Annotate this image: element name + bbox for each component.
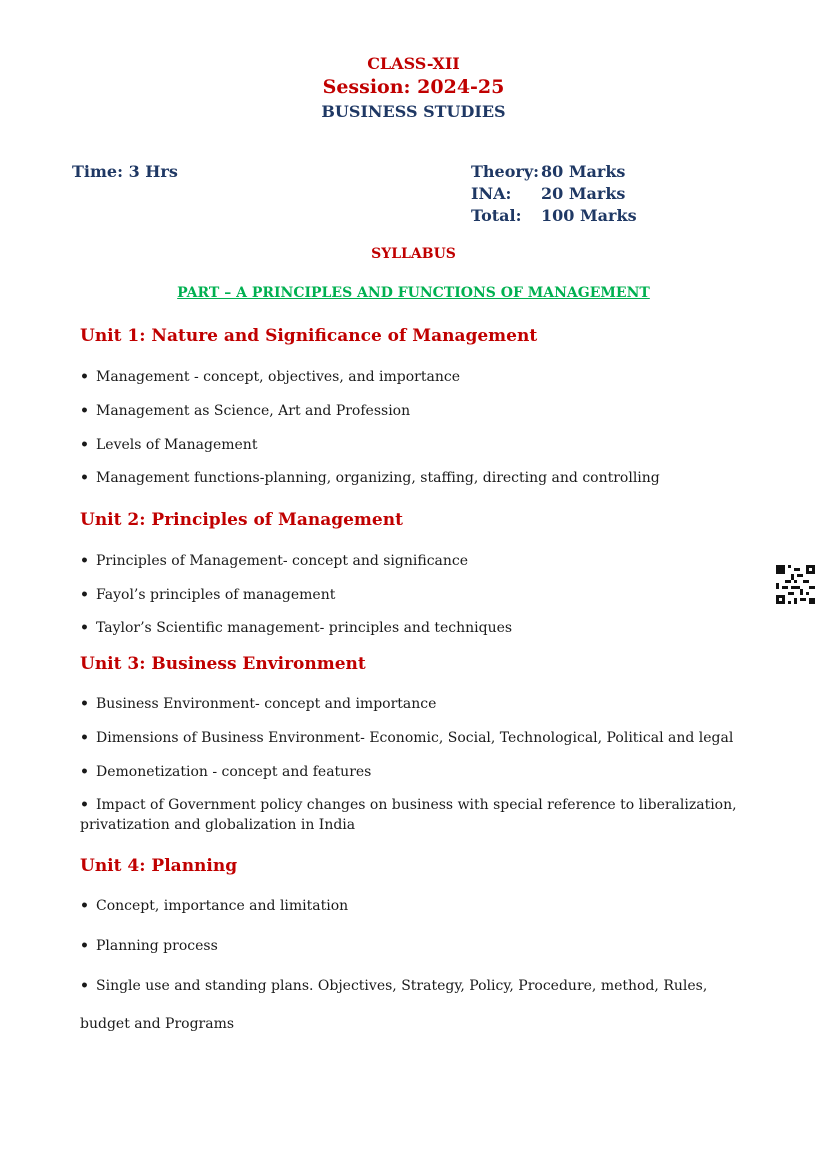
list-item-continuation: privatization and globalization in India <box>80 817 356 833</box>
list-item-text: Principles of Management- concept and significance <box>96 553 469 569</box>
bullet: • <box>80 898 89 914</box>
list-item <box>80 978 707 994</box>
syllabus-heading: SYLLABUS <box>371 246 456 262</box>
list-item-text: Taylor’s Scientific management- principles and techniques <box>96 620 513 636</box>
ina-marks-row <box>471 184 625 203</box>
qr-code-icon <box>776 565 815 604</box>
total-label: Total: <box>471 206 522 225</box>
subject-title: BUSINESS STUDIES <box>321 102 506 121</box>
list-item-text: Management functions-planning, organizing, staffing, directing and controlling <box>96 470 660 486</box>
list-item <box>80 620 512 636</box>
bullet: • <box>80 938 89 954</box>
theory-value: 80 Marks <box>541 162 626 181</box>
unit-3-title: Unit 3: Business Environment <box>80 654 366 674</box>
bullet: • <box>80 978 89 994</box>
bullet: • <box>80 696 89 712</box>
list-item-text: Fayol’s principles of management <box>96 587 336 603</box>
bullet: • <box>80 369 89 385</box>
list-item-text: Levels of Management <box>96 437 258 453</box>
list-item-text: Planning process <box>96 938 218 954</box>
list-item-text: Concept, importance and limitation <box>96 898 349 914</box>
list-item <box>80 587 335 603</box>
bullet: • <box>80 553 89 569</box>
list-item-text: Impact of Government policy changes on business with special reference to liberalization, <box>96 797 737 813</box>
list-item <box>80 730 733 746</box>
ina-label: INA: <box>471 184 512 203</box>
class-title: CLASS-XII <box>367 54 460 73</box>
list-item-text: Demonetization - concept and features <box>96 764 372 780</box>
theory-label: Theory: <box>471 162 540 181</box>
part-a-heading: PART – A PRINCIPLES AND FUNCTIONS OF MANAGEMENT <box>177 285 650 301</box>
total-marks-row <box>471 206 637 225</box>
list-item <box>80 369 460 385</box>
list-item <box>80 437 257 453</box>
bullet: • <box>80 587 89 603</box>
theory-marks-row <box>471 162 625 181</box>
unit-2-title: Unit 2: Principles of Management <box>80 510 403 530</box>
bullet: • <box>80 437 89 453</box>
list-item <box>80 898 348 914</box>
list-item <box>80 938 218 954</box>
list-item <box>80 403 410 419</box>
unit-4-title: Unit 4: Planning <box>80 856 238 876</box>
list-item <box>80 470 660 486</box>
time-label: Time: 3 Hrs <box>72 162 178 181</box>
session-title: Session: 2024-25 <box>322 76 505 98</box>
list-item <box>80 696 436 712</box>
list-item-text: Dimensions of Business Environment- Economic, Social, Technological, Political and legal <box>96 730 734 746</box>
bullet: • <box>80 470 89 486</box>
list-item-text: Business Environment- concept and importance <box>96 696 437 712</box>
total-value: 100 Marks <box>541 206 637 225</box>
list-item-text: Management as Science, Art and Profession <box>96 403 411 419</box>
bullet: • <box>80 403 89 419</box>
bullet: • <box>80 620 89 636</box>
bullet: • <box>80 730 89 746</box>
list-item-continuation: budget and Programs <box>80 1016 235 1032</box>
bullet: • <box>80 764 89 780</box>
list-item <box>80 553 468 569</box>
list-item-text: Single use and standing plans. Objectives, Strategy, Policy, Procedure, method, Rules, <box>96 978 708 994</box>
unit-1-title: Unit 1: Nature and Significance of Management <box>80 326 538 346</box>
list-item <box>80 797 737 813</box>
list-item-text: Management - concept, objectives, and importance <box>96 369 460 385</box>
bullet: • <box>80 797 89 813</box>
ina-value: 20 Marks <box>541 184 626 203</box>
list-item <box>80 764 371 780</box>
